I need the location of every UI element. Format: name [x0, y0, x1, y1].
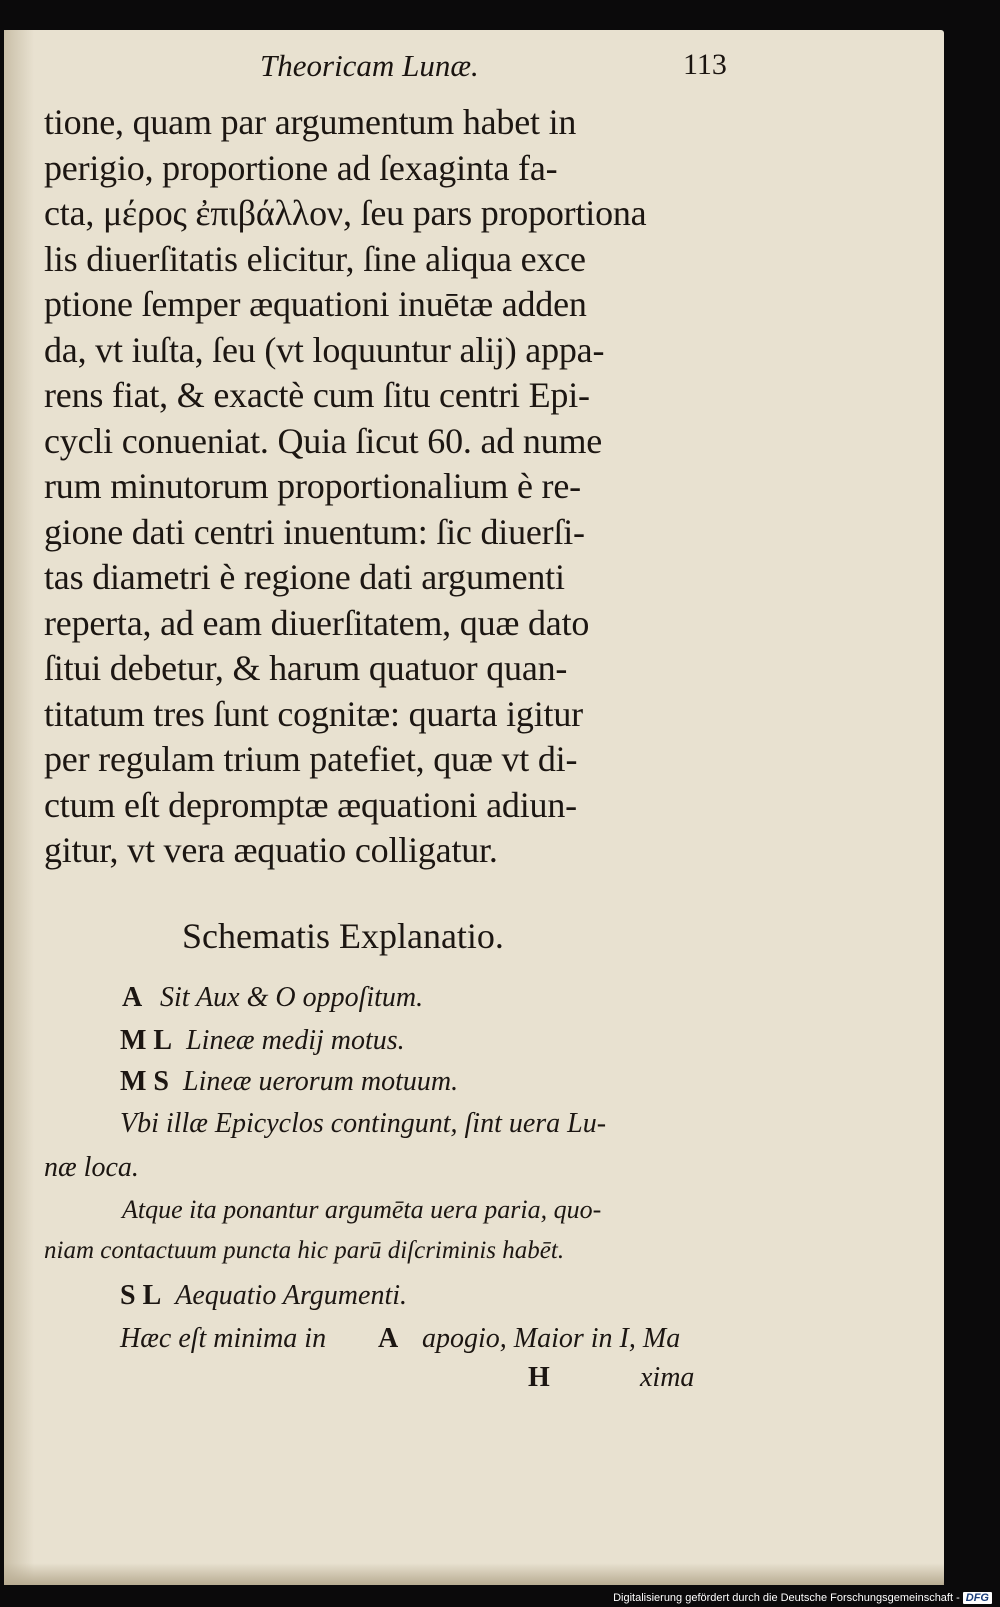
- explanation-line: Vbi illæ Epicyclos contingunt, ſint uera Lu-: [120, 1108, 607, 1139]
- explanation-line: niam contactuum puncta hic parū diſcriminis habēt.: [44, 1237, 565, 1264]
- figure-label: A: [122, 982, 143, 1013]
- text-line: cycli conueniat. Quia ſicut 60. ad nume: [44, 420, 603, 461]
- main-text-block: [44, 100, 744, 874]
- explanation-text: Hæc eſt minima in: [120, 1323, 327, 1354]
- figure-label: M L: [120, 1025, 173, 1056]
- explanation-text: xima: [640, 1362, 695, 1393]
- page-bottom-shadow: [4, 1563, 944, 1585]
- text-line: reperta, ad eam diuerſitatem, quæ dato: [44, 602, 590, 643]
- running-head: Theoricam Lunæ.: [260, 48, 479, 83]
- explanation-text: apogio, Maior in I, Ma: [422, 1323, 681, 1354]
- explanation-line: Atque ita ponantur argumēta uera paria, quo-: [122, 1195, 602, 1224]
- text-line: titatum tres ſunt cognitæ: quarta igitur: [44, 693, 583, 734]
- text-line: cta, μέρος ἐπιβάλλον, ſeu pars proportiona: [44, 193, 647, 233]
- explanation-text: Aequatio Argumenti.: [175, 1280, 408, 1311]
- text-line: lis diuerſitatis elicitur, ſine aliqua exce: [44, 238, 586, 279]
- explanation-row: [122, 982, 842, 1014]
- explanation-line: næ loca.: [44, 1152, 139, 1183]
- text-line: ptione ſemper æquationi inuētæ adden: [44, 284, 587, 324]
- text-line: gitur, vt vera æquatio colligatur.: [44, 830, 498, 870]
- explanation-text: Lineæ medij motus.: [186, 1025, 405, 1056]
- dfg-logo: DFG: [963, 1592, 992, 1604]
- text-line: tas diametri è regione dati argumenti: [44, 557, 565, 597]
- page-number: 113: [683, 48, 727, 81]
- figure-label: A: [378, 1323, 399, 1354]
- text-line: ſitui debetur, & harum quatuor quan-: [44, 648, 568, 688]
- text-line: per regulam trium patefiet, quæ vt di-: [44, 739, 578, 779]
- explanation-line: [528, 1362, 728, 1394]
- section-heading: Schematis Explanatio.: [182, 916, 504, 956]
- explanation-text: Sit Aux & O oppoſitum.: [160, 982, 424, 1013]
- text-line: da, vt iuſta, ſeu (vt loquuntur alij) appa-: [44, 329, 605, 370]
- digitization-credit: [613, 1592, 992, 1604]
- page-gutter-shadow: [4, 30, 34, 1585]
- text-line: gione dati centri inuentum: ſic diuerſi-: [44, 511, 585, 552]
- figure-label: M S: [120, 1066, 169, 1097]
- text-line: rens fiat, & exactè cum ſitu centri Epi-: [44, 375, 590, 415]
- explanation-line: [120, 1323, 720, 1355]
- text-line: tione, quam par argumentum habet in: [44, 102, 577, 142]
- explanation-row: [120, 1066, 840, 1098]
- explanation-row: [120, 1280, 840, 1312]
- text-line: ctum eſt depromptæ æquationi adiun-: [44, 784, 577, 825]
- figure-label: S L: [120, 1280, 162, 1311]
- credit-text: Digitalisierung gefördert durch die Deutsche Forschungsgemeinschaft -: [613, 1592, 960, 1604]
- explanation-text: Lineæ uerorum motuum.: [183, 1066, 459, 1097]
- text-line: rum minutorum proportionalium è re-: [44, 466, 581, 506]
- figure-label: H: [528, 1362, 550, 1393]
- text-line: perigio, proportione ad ſexaginta fa-: [44, 147, 558, 188]
- explanation-row: [120, 1025, 840, 1057]
